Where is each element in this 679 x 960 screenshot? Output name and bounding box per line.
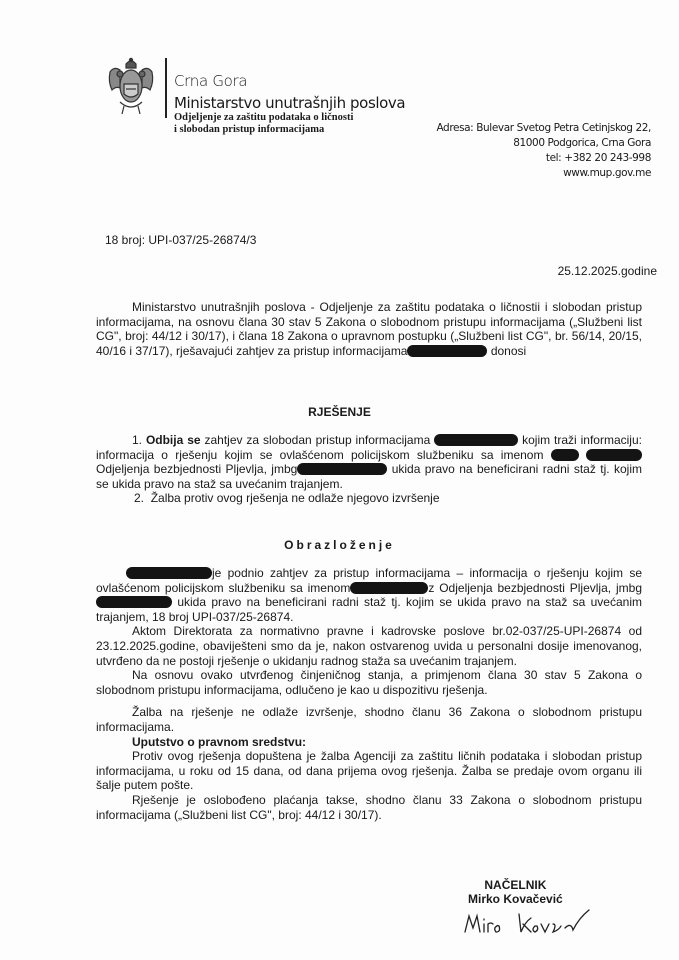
reasoning-paragraph-4: Žalba na rješenje ne odlaže izvršenje, shodno članu 36 Zakona o slobodnom pristupu informacijama. xyxy=(96,705,642,734)
decision-text: ukida pravo na beneficirani radni staž tj. kojim se ukida pravo na staž sa uvećanim trajanjem. xyxy=(96,462,642,491)
redaction-bar xyxy=(434,434,518,446)
legal-remedy-title: Uputstvo o pravnom sredstvu: xyxy=(132,734,307,749)
signatory-title: NAČELNIK xyxy=(484,878,547,892)
reasoning-paragraph-6: Rješenje je oslobođeno plaćanja takse, shodno članu 33 Zakona o slobodnom pristupu informacijama („Službeni list CG", broj: 44/12 i 30/17). xyxy=(96,792,642,822)
address-line-2: 81000 Podgorica, Crna Gora xyxy=(513,137,651,149)
reasoning-paragraph-5: Protiv ovog rješenja dopuštena je žalba Agenciji za zaštitu ličnih podataka i slobodan pristup informacijama, u roku od 15 dana, od dana prijema ovog rješenja. Žalba se predaje ovom organu ili šalje putem pošte. xyxy=(96,749,642,793)
document-date: 25.12.2025.godine xyxy=(557,264,657,278)
signatory-name: Mirko Kovačević xyxy=(468,892,563,906)
address-line-1: Adresa: Bulevar Svetog Petra Cetinjskog 22, xyxy=(436,122,651,134)
reasoning-title: Obrazloženje xyxy=(284,538,395,552)
intro-paragraph xyxy=(96,300,642,358)
paragraph-text: z Odjeljenja bezbjednosti Pljevlja, jmbg xyxy=(428,580,642,595)
header-divider xyxy=(165,58,167,118)
reference-number: 18 broj: UPI-037/25-26874/3 xyxy=(105,233,257,247)
decision-text: zahtjev za slobodan pristup informacijama xyxy=(204,433,431,447)
address-block xyxy=(436,121,651,181)
decision-item-1 xyxy=(96,433,642,491)
decision-text: Žalba protiv ovog rješenja ne odlaže njegovo izvršenje xyxy=(150,491,440,506)
montenegro-coat-of-arms-icon xyxy=(106,56,156,120)
phone-number: tel: +382 20 243-998 xyxy=(545,152,651,164)
intro-text: Ministarstvo unutrašnjih poslova - Odjeljenje za zaštitu podataka o ličnostii i slobodan pristup informacijama, na osnovu člana 30 stav 5 Zakona o slobodnom pristupu informacijama („Službeni list CG", broj: 44/12 i 30/17), i člana 18 Zakona o upravnom postupku („Službeni list CG", br. 56/14, 20/15, 40/16 i 37/17), rješavajući zahtjev za pristup informacijama xyxy=(96,300,642,358)
reasoning-paragraph-3: Na osnovu ovako utvrđenog činjeničnog stanja, a primjenom člana 30 stav 5 Zakona o slobodnom pristupu informacijama, odlučeno je kao u dispozitivu rješenja. xyxy=(96,668,642,697)
reasoning-paragraph-1 xyxy=(96,566,642,624)
reasoning-paragraph-2: Aktom Direktorata za normativno pravne i kadrovske poslove br.02-037/25-UPI-26874 od 23.12.2025.godine, obaviješteni smo da je, nakon ostvarenog uvida u personalni dosije imenovanog, utvrđeno da ne postoji rješenje o ukidanju radnog staža sa uvećanim trajanjem. xyxy=(96,624,642,668)
redaction-bar xyxy=(407,345,487,357)
department-line-1: Odjeljenje za zaštitu podataka o ličnosti xyxy=(174,112,354,123)
signatory-block xyxy=(468,878,563,906)
country-name: Crna Gora xyxy=(174,72,248,90)
item-number: 2. xyxy=(134,491,145,506)
redaction-bar xyxy=(297,463,387,475)
decision-body xyxy=(96,433,642,506)
ministry-name: Ministarstvo unutrašnjih poslova xyxy=(174,94,406,112)
redaction-bar xyxy=(586,449,642,461)
decision-title: RJEŠENJE xyxy=(308,405,371,419)
paragraph-text: ukida pravo na beneficirani radni staž tj. kojim se ukida pravo na staž sa uvećanim trajanjem, 18 broj UPI-037/25-26874. xyxy=(96,595,642,624)
handwritten-signature xyxy=(461,906,591,940)
redaction-bar xyxy=(551,449,579,461)
redaction-bar xyxy=(96,596,172,608)
decision-item-2 xyxy=(96,491,642,506)
decision-verdict: Odbija se xyxy=(145,433,201,447)
decision-text: kojim traži informaciju: informacija o rješenju kojim se ovlašćenom policijskom službeniku sa imenom xyxy=(96,433,642,462)
website: www.mup.gov.me xyxy=(563,167,651,179)
redaction-bar xyxy=(350,582,428,594)
item-number: 1. xyxy=(132,433,143,447)
reasoning-body xyxy=(96,566,642,822)
decision-text: Odjeljenja bezbjednosti Pljevlja, jmbg xyxy=(96,462,298,477)
department-line-2: i slobodan pristup informacijama xyxy=(174,124,325,135)
paragraph-text: je podnio zahtjev za pristup informacijama – informacija o rješenju kojim se ovlašćenom policijskom službeniku sa imenom xyxy=(96,566,642,595)
redaction-bar xyxy=(126,567,212,579)
department-name xyxy=(174,112,353,136)
intro-closing: donosi xyxy=(490,343,527,358)
